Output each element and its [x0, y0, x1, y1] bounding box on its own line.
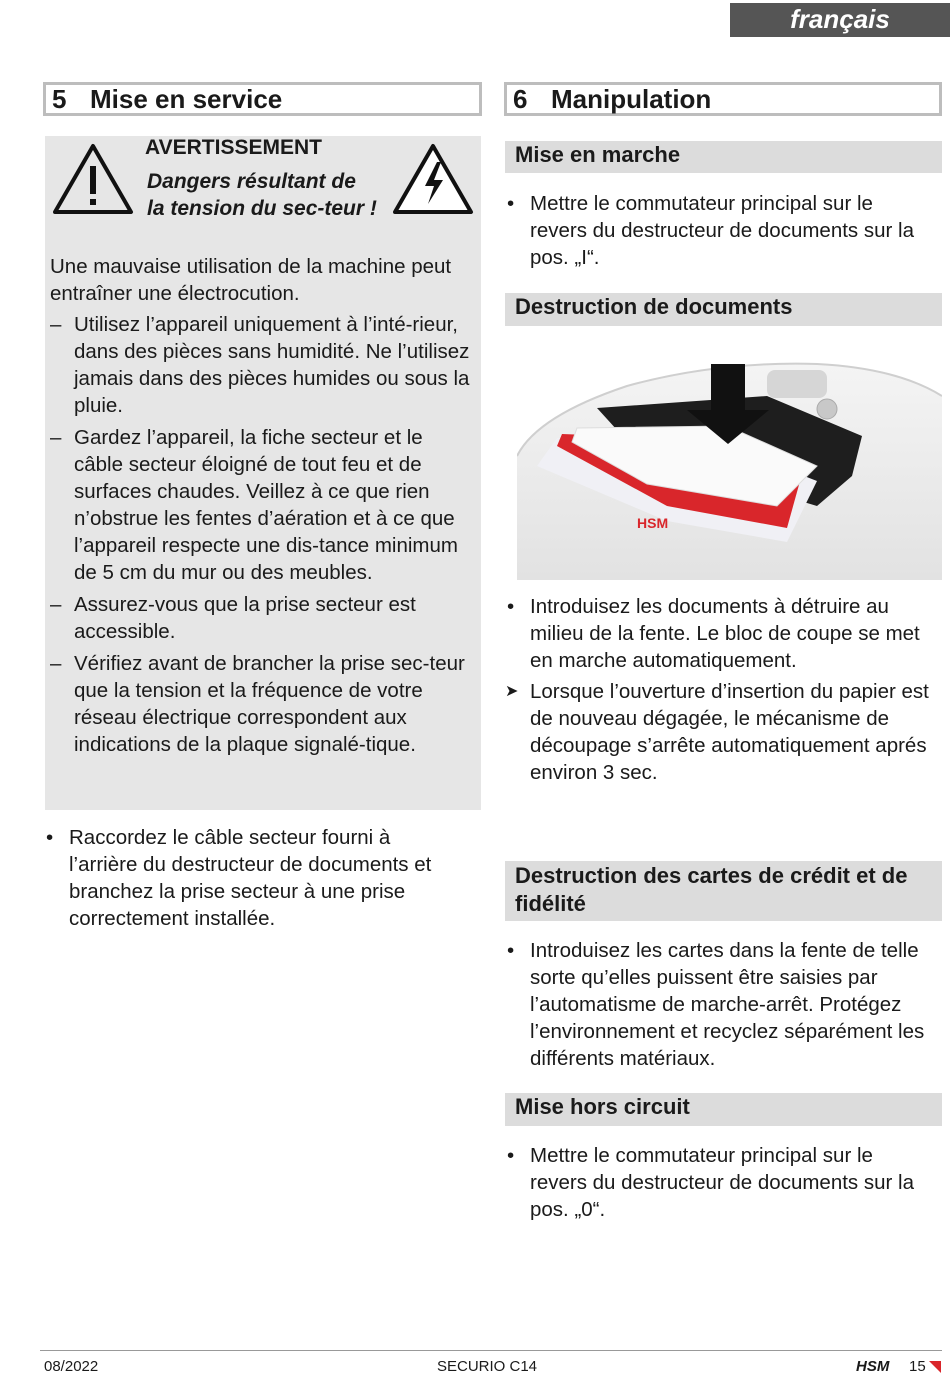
shredder-photo [517, 356, 942, 580]
bullet-item: • Introduisez les cartes dans la fente de telle sorte qu’elles puissent être saisies par l’automatisme de marche-arrêt. Protégez l’environnement et recyclez séparément les différents matériaux. [505, 937, 930, 1072]
connect-instruction [44, 824, 464, 932]
warning-intro: Une mauvaise utilisation de la machine peut entraîner une électrocution. [50, 255, 452, 305]
destruction-documents-text [505, 593, 935, 786]
electric-hazard-icon [391, 142, 475, 216]
footer-model: SECURIO C14 [437, 1358, 538, 1375]
warning-list [50, 311, 470, 758]
subheading-destruction-cartes: Destruction des cartes de crédit et de fidélité [505, 861, 942, 921]
warning-box [45, 136, 481, 810]
section-6-heading [504, 82, 942, 116]
mise-en-marche-text [505, 190, 930, 271]
footer-date: 08/2022 [44, 1358, 99, 1375]
mise-hors-circuit-text [505, 1142, 930, 1223]
page-number: 15 [909, 1358, 926, 1375]
bullet-item: • Mettre le commutateur principal sur le revers du destructeur de documents sur la pos. „0“. [505, 1142, 930, 1223]
footer-brand-logo: HSM [856, 1358, 890, 1375]
section-number: 6 [513, 84, 528, 114]
language-tab: français [730, 3, 950, 37]
warning-text [50, 253, 470, 763]
result-item: ➤ Lorsque l’ouverture d’insertion du papier est de nouveau dégagée, le mécanisme de découpage s’arrête automatiquement aprés environ 3 sec. [505, 678, 935, 786]
destruction-cartes-text [505, 937, 930, 1072]
section-5-heading [43, 82, 482, 116]
bullet-item: • Raccordez le câble secteur fourni à l’arrière du destructeur de documents et branchez la prise secteur à une prise correctement installée. [44, 824, 464, 932]
subheading-mise-hors-circuit: Mise hors circuit [505, 1093, 942, 1126]
bullet-item: • Introduisez les documents à détruire au milieu de la fente. Le bloc de coupe se met en marche automatiquement. [505, 593, 935, 674]
warning-subtitle: Dangers résultant de la tension du sec-teur ! [147, 170, 377, 220]
warning-item: – Utilisez l’appareil uniquement à l’inté-rieur, dans des pièces sans humidité. Ne l’utilisez jamais dans des pièces humides ou sous la pluie. [50, 311, 470, 419]
warning-item: – Gardez l’appareil, la fiche secteur et le câble secteur éloigné de tout feu et de surfaces chaudes. Veillez à ce que rien n’obstrue les fentes d’aération et à ce que l’appareil respecte une dis-tance minimum de 5 cm du mur ou des meubles. [50, 424, 470, 586]
section-title: Mise en service [90, 84, 283, 114]
footer-divider [40, 1350, 942, 1351]
bullet-item: • Mettre le commutateur principal sur le revers du destructeur de documents sur la pos. „I“. [505, 190, 930, 271]
warning-item: – Assurez-vous que la prise secteur est accessible. [50, 591, 470, 645]
section-title: Manipulation [551, 84, 712, 114]
warning-item: – Vérifiez avant de brancher la prise sec-teur que la tension et la fréquence de votre réseau électrique correspondent aux indications de la plaque signalé-tique. [50, 650, 470, 758]
subheading-mise-en-marche: Mise en marche [505, 141, 942, 173]
corner-triangle-icon [929, 1361, 941, 1373]
subheading-destruction-documents: Destruction de documents [505, 293, 942, 326]
section-number: 5 [52, 84, 67, 114]
warning-triangle-icon [51, 142, 135, 216]
device-brand-label: HSM [637, 515, 669, 531]
warning-title: AVERTISSEMENT [145, 136, 322, 159]
